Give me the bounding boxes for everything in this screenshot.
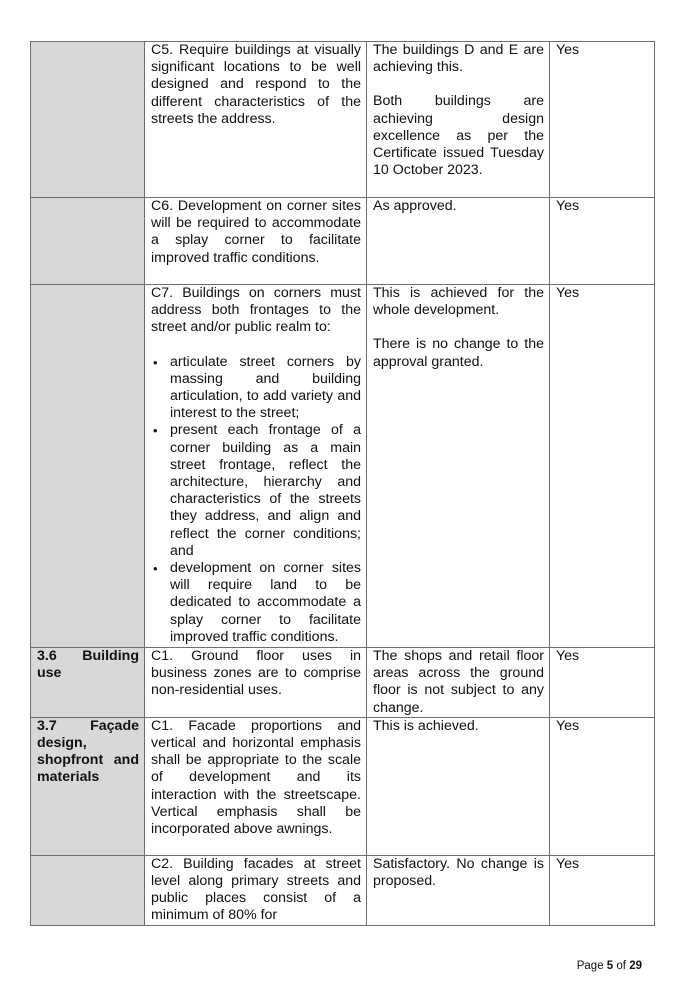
table-row xyxy=(31,42,655,198)
page-number: 5 xyxy=(606,960,614,972)
compliance-cell: Yes xyxy=(550,42,655,198)
page-total: 29 xyxy=(629,960,642,972)
control-cell xyxy=(145,648,367,718)
section-cell xyxy=(31,198,145,285)
list-item: • articulate street corners by massing and building articulation, to add variety and interest to the street; xyxy=(170,354,361,423)
control-text: C7. Buildings on corners must address both frontages to the street and/or public realm to: xyxy=(151,285,361,336)
response-text: Satisfactory. No change is proposed. xyxy=(373,855,544,890)
section-heading: 3.7 Façade design, shopfront and materials xyxy=(37,717,139,786)
compliance-table xyxy=(30,41,655,926)
control-cell xyxy=(145,42,367,198)
section-cell xyxy=(31,717,145,855)
control-cell xyxy=(145,285,367,648)
page-label: Page xyxy=(576,960,604,972)
response-cell xyxy=(367,855,550,925)
control-cell xyxy=(145,198,367,285)
response-cell xyxy=(367,648,550,718)
control-cell xyxy=(145,855,367,925)
compliance-cell: Yes xyxy=(550,717,655,855)
response-cell xyxy=(367,717,550,855)
table-row xyxy=(31,717,655,855)
table-row xyxy=(31,198,655,285)
response-text: This is achieved. xyxy=(373,717,479,734)
control-cell xyxy=(145,717,367,855)
page-of-label: of xyxy=(616,960,626,972)
section-cell xyxy=(31,855,145,925)
control-text: C1. Ground floor uses in business zones are to comprise non-residential uses. xyxy=(151,648,361,699)
section-cell xyxy=(31,648,145,718)
page-footer xyxy=(577,960,642,972)
control-text: C5. Require buildings at visually significant locations to be well designed and respond to the different characteristics of the streets the address. xyxy=(151,42,361,127)
list-item: • development on corner sites will require land to be dedicated to accommodate a splay corner to facilitate improved traffic conditions. xyxy=(170,560,361,646)
section-cell xyxy=(31,285,145,648)
control-text: C6. Development on corner sites will be required to accommodate a splay corner to facilitate improved traffic conditions. xyxy=(151,198,361,266)
list-item: • present each frontage of a corner building as a main street frontage, reflect the architecture, hierarchy and characteristics of the streets they address, and align and reflect the corner conditions; and xyxy=(170,422,361,560)
compliance-cell: Yes xyxy=(550,285,655,648)
response-text: The shops and retail floor areas across the ground floor is not subject to any change. xyxy=(373,648,544,716)
compliance-cell: Yes xyxy=(550,855,655,925)
response-text: Both buildings are achieving design excellence as per the Certificate issued Tuesday 10 October 2023. xyxy=(373,93,544,179)
control-text: C1. Facade proportions and vertical and horizontal emphasis shall be appropriate to the scale of development and its interaction with the streetscape. Vertical emphasis shall be incorporated above awnings. xyxy=(151,717,361,838)
response-cell xyxy=(367,285,550,648)
response-cell xyxy=(367,198,550,285)
control-text: C2. Building facades at street level along primary streets and public places consist of a minimum of 80% for xyxy=(151,855,361,924)
response-cell xyxy=(367,42,550,198)
compliance-cell: Yes xyxy=(550,198,655,285)
table-row xyxy=(31,855,655,925)
response-text: This is achieved for the whole development. xyxy=(373,285,544,319)
section-cell xyxy=(31,42,145,198)
table-row xyxy=(31,648,655,718)
bullet-list xyxy=(151,354,361,646)
response-text: As approved. xyxy=(373,198,457,214)
response-text: There is no change to the approval granted. xyxy=(373,336,544,370)
table-row xyxy=(31,285,655,648)
response-text: The buildings D and E are achieving this. xyxy=(373,42,544,76)
section-heading: 3.6 Building use xyxy=(37,648,139,682)
compliance-cell: Yes xyxy=(550,648,655,718)
